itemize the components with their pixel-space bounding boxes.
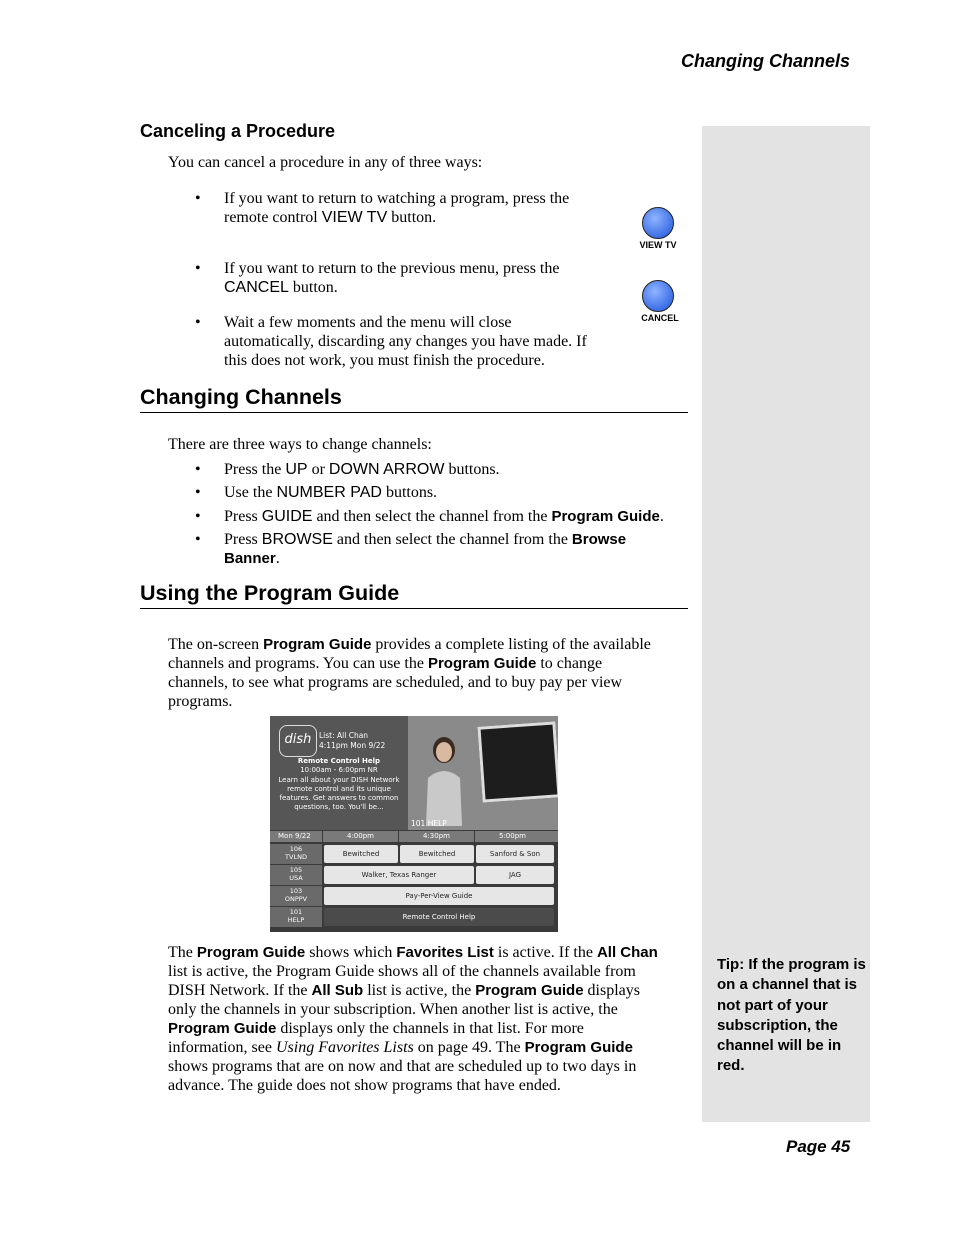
term: All Chan [596,944,658,961]
guide-program-cell[interactable]: Walker, Texas Ranger [324,866,474,884]
cross-reference-link[interactable]: Using Favorites Lists [275,1039,414,1056]
bullet-text: Wait a few moments and the menu will close [224,314,512,331]
bullet-text: automatically, discarding any changes you have made. If [224,333,587,350]
presenter-image [422,730,466,826]
current-channel-label: 101 HELP [411,819,447,828]
term: Program Guide [524,1039,633,1056]
bullet-text: buttons. [381,484,438,501]
text: displays only the channels in that list. For more [276,1020,584,1037]
text: shows which [305,944,397,961]
bullet-text: and then select the channel from the [312,508,552,525]
term: Program Guide [263,636,372,653]
cancel-remote-button-icon [642,280,674,312]
view-tv-button-label: VIEW TV [639,240,677,250]
term: Banner [224,550,276,567]
program-guide-heading: Using the Program Guide [140,581,688,609]
list-item: • If you want to return to the previous menu, press the CANCEL button. [195,260,560,296]
key-name: BROWSE [261,531,333,548]
term: Program Guide [168,1020,277,1037]
term: Program Guide [551,508,660,525]
text: displays [583,982,640,999]
key-name: VIEW TV [321,209,388,226]
guide-info-panel [270,716,408,830]
view-tv-remote-button-icon [642,207,674,239]
text: channels, to see what programs are scheduled, and to buy pay per view [168,674,623,691]
guide-program-cell[interactable]: Bewitched [400,845,474,863]
text: list is active, the Program Guide shows all of the channels available from [168,963,636,980]
text: programs. [168,693,233,710]
list-item: • Press BROWSE and then select the channel from the Browse Banner. [195,531,627,567]
guide-channel: 105 USA [270,865,322,885]
program-guide-screenshot [270,716,558,932]
bullet-text: or [307,461,329,478]
term: All Sub [311,982,364,999]
list-name: List: All Chan [319,731,369,740]
program-guide-paragraph-2 [168,943,698,1095]
guide-program-cell[interactable]: Pay-Per-View Guide [324,887,554,905]
key-name: UP [285,461,308,478]
text: list is active, the [363,982,476,999]
text: DISH Network. If the [168,982,312,999]
bullet-text: button. [387,209,437,226]
guide-list-status [319,731,385,751]
list-item: • If you want to return to watching a program, press the remote control VIEW TV button. [195,190,570,226]
text: shows programs that are on now and that are scheduled up to two days in [168,1058,637,1075]
canceling-heading: Canceling a Procedure [140,121,336,141]
bullet-text: button. [288,279,338,296]
bullet-text: buttons. [444,461,500,478]
text: information, see [168,1039,276,1056]
term: Program Guide [196,944,306,961]
text: on page 49. The [413,1039,525,1056]
guide-time-header: 4:30pm [399,831,474,842]
program-time: 10:00am - 6:00pm NR [300,766,378,775]
guide-row[interactable] [270,886,558,906]
text: The [168,944,197,961]
key-name: CANCEL [224,279,289,296]
bullet-text: Press [224,508,262,525]
program-guide-paragraph-1 [168,635,688,711]
key-name: DOWN ARROW [328,461,445,478]
guide-program-cell[interactable]: Sanford & Son [476,845,554,863]
guide-time-header: 5:00pm [475,831,558,842]
key-name: NUMBER PAD [276,484,382,501]
bullet-text: If you want to return to watching a program, press the [224,190,570,207]
guide-program-cell-selected[interactable]: Remote Control Help [324,908,554,926]
guide-row[interactable] [270,865,558,885]
bullet-text: remote control [224,209,322,226]
list-item: • Press GUIDE and then select the channel from the Program Guide. [195,508,664,525]
term: Program Guide [475,982,584,999]
guide-row[interactable] [270,844,558,864]
cancel-button-label: CANCEL [641,313,679,323]
guide-program-cell[interactable]: JAG [476,866,554,884]
text: advance. The guide does not show programs that have ended. [168,1077,561,1094]
bullet-text: this does not work, you must finish the procedure. [224,352,545,369]
bullet-text: If you want to return to the previous menu, press the [224,260,560,277]
guide-channel: 101 HELP [270,907,322,927]
guide-row[interactable] [270,907,558,927]
term: Program Guide [427,655,537,672]
text: provides a complete listing of the available [371,636,651,653]
bullet-text: . [659,508,664,525]
text: to change [536,655,603,672]
guide-clock: 4:11pm Mon 9/22 [319,741,386,750]
bullet-text: Use the [224,484,277,501]
list-item: • Wait a few moments and the menu will close automatically, discarding any changes you have made. If this does not work, you must finish the procedure. [195,314,587,369]
bullet-text: Press the [224,461,286,478]
bullet-text: and then select the channel from the [332,531,572,548]
guide-program-cell[interactable]: Bewitched [324,845,398,863]
guide-date-header: Mon 9/22 [270,831,322,842]
bullet-text: Press [224,531,262,548]
text: is active. If the [493,944,597,961]
tip-note: Tip: If the program is on a channel that is not part of your subscription, the channel will be in red. [717,956,866,1075]
dish-logo: dish [279,725,317,757]
changing-intro: There are three ways to change channels: [168,436,432,453]
canceling-intro: You can cancel a procedure in any of three ways: [168,154,483,171]
text: channels and programs. You can use the [168,655,428,672]
list-item: • Press the UP or DOWN ARROW buttons. [195,461,500,478]
key-name: GUIDE [261,508,313,525]
page-number: Page 45 [786,1137,851,1156]
guide-time-header: 4:00pm [323,831,398,842]
video-preview [408,716,558,830]
text: only the channels in your subscription. When another list is active, the [168,1001,618,1018]
list-item: • Use the NUMBER PAD buttons. [195,484,438,501]
program-title: Remote Control Help [297,757,381,765]
guide-channel: 103 ONPPV [270,886,322,906]
changing-channels-heading: Changing Channels [140,385,688,413]
text: The on-screen [168,636,264,653]
program-description [278,757,400,813]
running-head: Changing Channels [681,51,851,71]
framed-photo-image [477,721,558,802]
term: Favorites List [396,944,494,961]
bullet-text: . [275,550,280,567]
term: Browse [571,531,627,548]
program-desc: Learn all about your DISH Network remote control and its unique features. Get answers to common questions, too. You'll be... [278,775,400,812]
guide-channel: 106 TVLND [270,844,322,864]
